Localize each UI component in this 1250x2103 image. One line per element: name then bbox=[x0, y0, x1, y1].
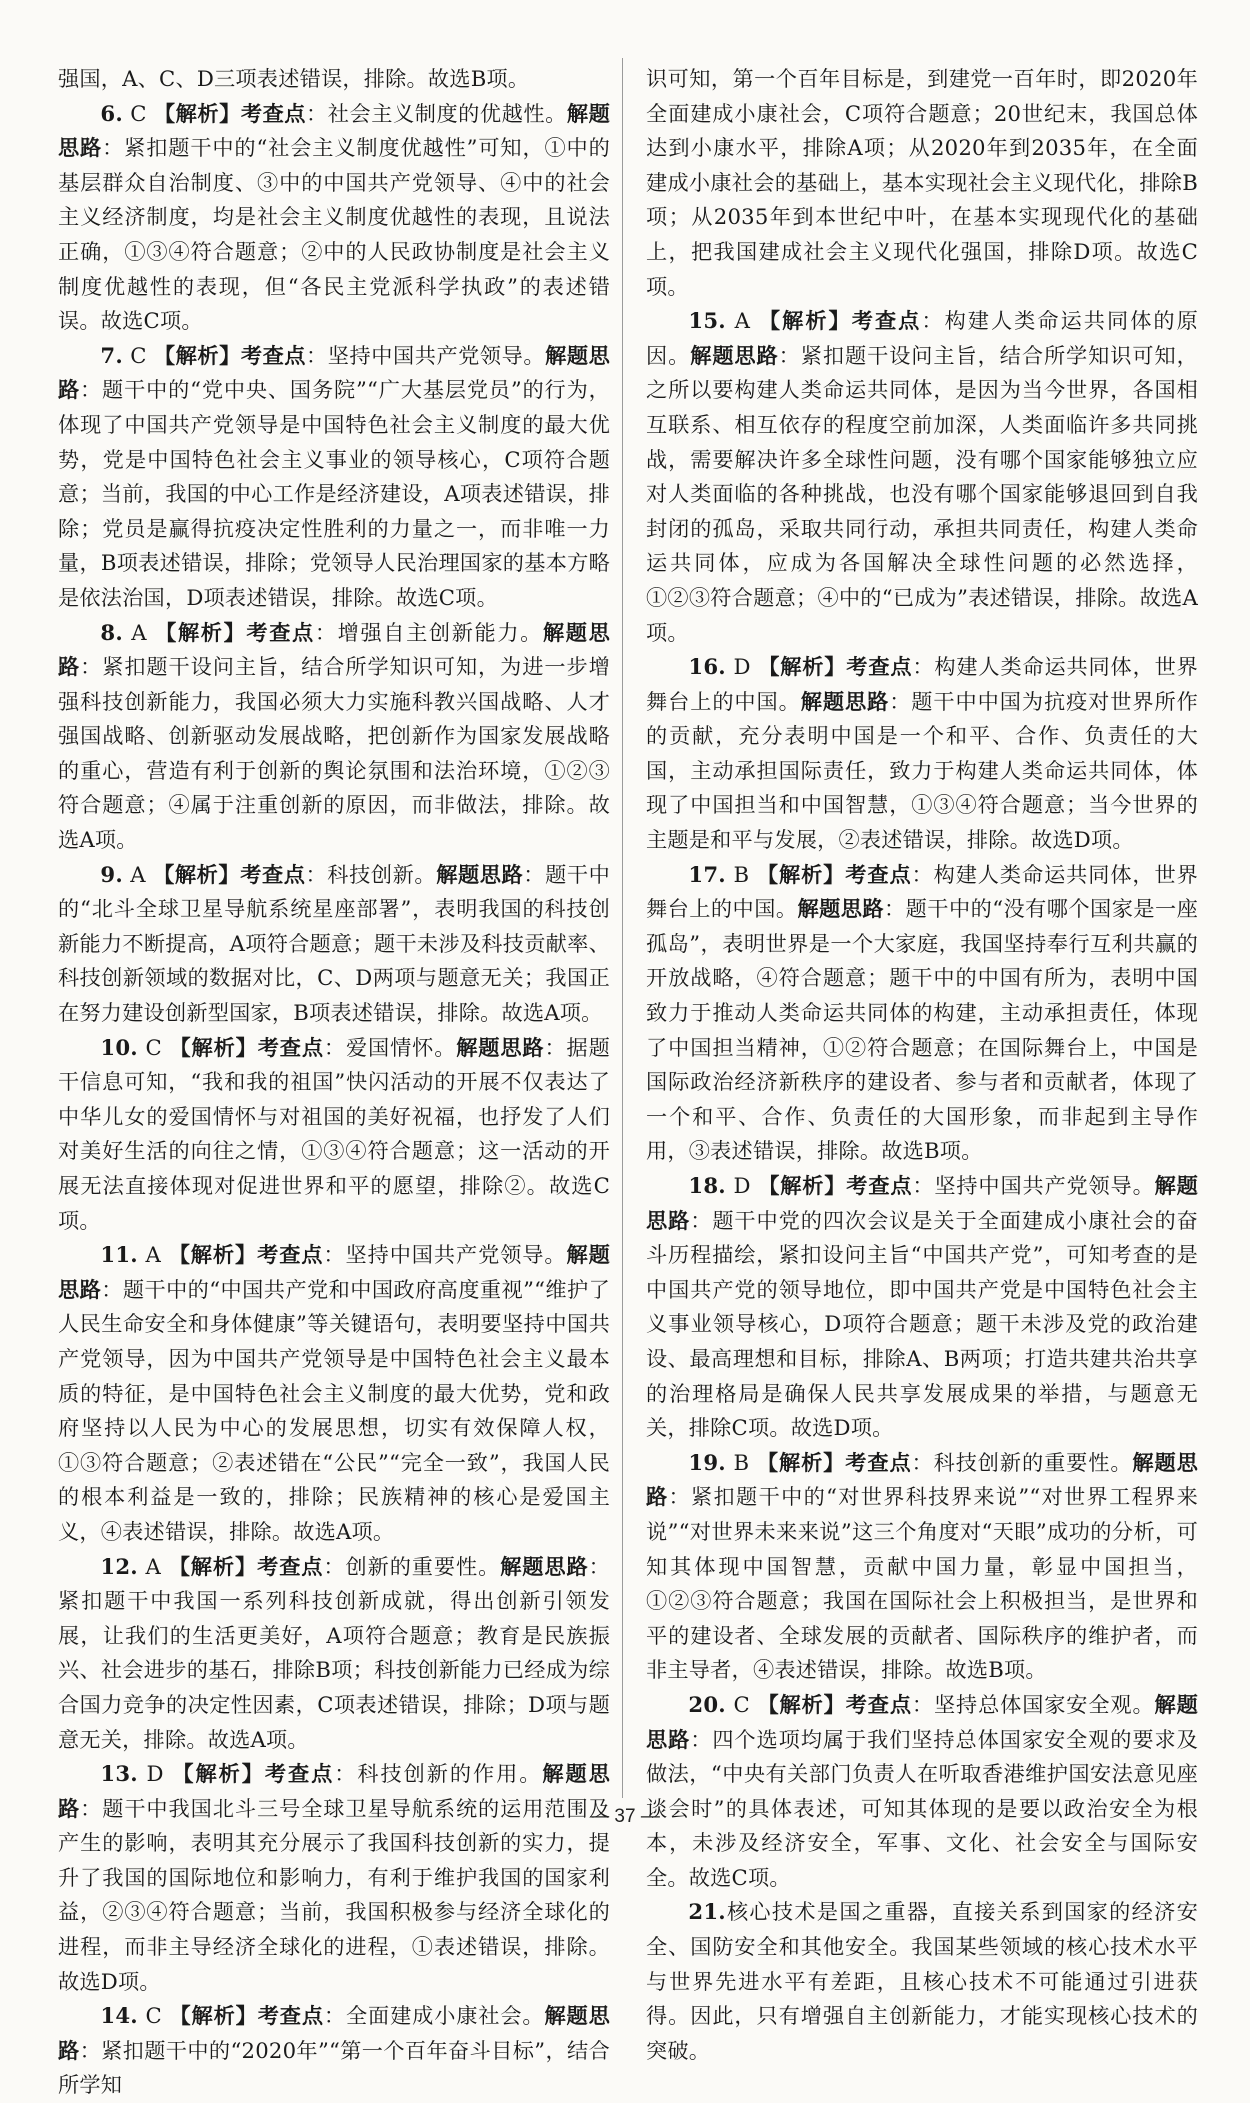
answer-letter: C bbox=[145, 2003, 162, 2029]
keyword-kaochadian: 考查点 bbox=[240, 342, 307, 368]
question-number: 20. bbox=[688, 1691, 726, 1717]
keyword-jieti-silu: 解题思路 bbox=[646, 1173, 1199, 1233]
question-number: 18. bbox=[688, 1173, 726, 1198]
answer-letter: D bbox=[146, 1761, 164, 1787]
answer-item-18 bbox=[646, 1169, 1198, 1446]
analysis-tag: 【解析】 bbox=[756, 861, 846, 887]
keyword-kaochadian: 考查点 bbox=[846, 1173, 913, 1198]
keyword-jieti-silu: 解题思路 bbox=[58, 2003, 610, 2063]
keyword-kaochadian: 考查点 bbox=[240, 861, 306, 887]
keyword-jieti-silu: 解题思路 bbox=[797, 896, 885, 922]
question-number: 14. bbox=[100, 2003, 138, 2029]
analysis-tag: 【解析】 bbox=[169, 1034, 258, 1060]
answer-letter: A bbox=[145, 1242, 162, 1268]
answer-letter: D bbox=[733, 654, 751, 680]
analysis-tag: 【解析】 bbox=[758, 1173, 847, 1198]
keyword-kaochadian: 考查点 bbox=[264, 1761, 335, 1787]
question-number: 21. bbox=[688, 1899, 726, 1925]
keyword-jieti-silu: 解题思路 bbox=[58, 100, 610, 161]
jieti-silu-text: ：紧扣题干中我国一系列科技创新成就，得出创新引领发展，让我们的生活更美好，A项符合题意；教育是民族振兴、社会进步的基石，排除B项；科技创新能力已经成为综合国力竞争的决定性因素，C项表述错误，排除；D项与题意无关，排除。故选A项。 bbox=[58, 1553, 610, 1752]
analysis-tag: 【解析】 bbox=[757, 1691, 846, 1717]
answer-item-9 bbox=[58, 858, 610, 1031]
kaochadian-text: ：创新的重要性。 bbox=[323, 1553, 501, 1579]
right-column bbox=[646, 62, 1198, 2068]
question-number: 8. bbox=[100, 619, 123, 645]
question-number: 19. bbox=[688, 1449, 726, 1475]
keyword-jieti-silu: 解题思路 bbox=[58, 1242, 611, 1302]
keyword-kaochadian: 考查点 bbox=[257, 2003, 324, 2029]
jieti-silu-text: ：紧扣题干设问主旨，结合所学知识可知，为进一步增强科技创新能力，我国必须大力实施科教兴国战略、人才强国战略、创新驱动发展战略，把创新作为国家发展战略的重心，营造有利于创新的舆论氛围和法治环境，①②③符合题意；④属于注重创新的原因，而非做法，排除。故选A项。 bbox=[58, 654, 610, 853]
keyword-kaochadian: 考查点 bbox=[845, 861, 912, 887]
answer-item-7 bbox=[58, 339, 610, 616]
left-intro: 强国，A、C、D三项表述错误，排除。故选B项。 bbox=[58, 66, 530, 91]
column-divider bbox=[622, 58, 623, 1798]
analysis-tag: 【解析】 bbox=[758, 308, 852, 334]
keyword-kaochadian: 考查点 bbox=[845, 1691, 912, 1717]
answer-letter: A bbox=[734, 308, 751, 334]
answer-item-21 bbox=[646, 1895, 1198, 2068]
answer-letter: C bbox=[733, 1691, 750, 1717]
kaochadian-text: ：全面建成小康社会。 bbox=[323, 2003, 545, 2029]
answer-item-12 bbox=[58, 1550, 610, 1758]
keyword-jieti-silu: 解题思路 bbox=[500, 1553, 589, 1579]
analysis-tag: 【解析】 bbox=[168, 1553, 258, 1579]
kaochadian-text: ：增强自主创新能力。 bbox=[314, 619, 543, 645]
kaochadian-text: ：爱国情怀。 bbox=[323, 1034, 457, 1060]
keyword-jieti-silu: 解题思路 bbox=[58, 342, 610, 403]
answer-item-17 bbox=[646, 858, 1198, 1169]
question-number: 10. bbox=[100, 1034, 138, 1060]
keyword-kaochadian: 考查点 bbox=[240, 100, 307, 126]
answer-letter: A bbox=[131, 619, 147, 645]
page-number: — 37 — bbox=[590, 1806, 660, 1827]
right-items bbox=[646, 304, 1198, 1895]
question-number: 6. bbox=[100, 100, 123, 126]
keyword-kaochadian: 考查点 bbox=[257, 1553, 324, 1579]
answer-letter: C bbox=[130, 342, 147, 368]
kaochadian-text: ：构建人类命运共同体，世界舞台上的中国。 bbox=[646, 861, 1198, 922]
answer-item-8 bbox=[58, 616, 610, 858]
jieti-silu-text: ：紧扣题干设问主旨，结合所学知识可知，之所以要构建人类命运共同体，是因为当今世界，各国相互联系、相互依存的程度空前加深，人类面临许多共同挑战，需要解决许多全球性问题，没有哪个国家能够独立应对人类面临的各种挑战，也没有哪个国家能够退回到自我封闭的孤岛，采取共同行动，承担共同责任，构建人类命运共同体，应成为各国解决全球性问题的必然选择，①②③符合题意；④中的“已成为”表述错误，排除。故选A项。 bbox=[646, 342, 1198, 645]
answer-item-13 bbox=[58, 1757, 610, 1999]
keyword-kaochadian: 考查点 bbox=[846, 654, 913, 680]
keyword-jieti-silu: 解题思路 bbox=[690, 342, 779, 368]
keyword-kaochadian: 考查点 bbox=[257, 1034, 324, 1060]
analysis-tag: 【解析】 bbox=[169, 2003, 258, 2029]
analysis-tag: 【解析】 bbox=[168, 1242, 258, 1268]
jieti-silu-text: ：题干中的“党中央、国务院”“广大基层党员”的行为，体现了中国共产党领导是中国特色社会主义制度的最大优势，党是中国特色社会主义事业的领导核心，C项符合题意；当前，我国的中心工作是经济建设，A项表述错误，排除；党员是赢得抗疫决定性胜利的力量之一，而非唯一力量，B项表述错误，排除；党领导人民治理国家的基本方略是依法治国，D项表述错误，排除。故选C项。 bbox=[58, 377, 610, 610]
jieti-silu-text: ：题干中我国北斗三号全球卫星导航系统的运用范围及产生的影响，表明其充分展示了我国科技创新的实力，提升了我国的国际地位和影响力，有利于维护我国的国家利益，②③④符合题意；当前，我国积极参与经济全球化的进程，而非主导经济全球化的进程，①表述错误，排除。故选D项。 bbox=[58, 1795, 610, 1994]
kaochadian-text: ：构建人类命运共同体，世界舞台上的中国。 bbox=[646, 654, 1198, 714]
jieti-silu-text: ：紧扣题干中的“社会主义制度优越性”可知，①中的基层群众自治制度、③中的中国共产党领导、④中的社会主义经济制度，均是社会主义制度优越性的表现，且说法正确，①③④符合题意；②中的人民政协制度是社会主义制度优越性的表现，但“各民主党派科学执政”的表述错误。故选C项。 bbox=[58, 135, 610, 334]
answer-letter: C bbox=[130, 100, 147, 126]
jieti-silu-text: ：题干中的“北斗全球卫星导航系统星座部署”，表明我国的科技创新能力不断提高，A项符合题意；题干未涉及科技贡献率、科技创新领域的数据对比，C、D两项与题意无关；我国正在努力建设创新型国家，B项表述错误，排除。故选A项。 bbox=[58, 861, 611, 1026]
answer-letter: C bbox=[145, 1034, 162, 1060]
kaochadian-text: ：坚持中国共产党领导。 bbox=[912, 1173, 1155, 1198]
kaochadian-text: ：坚持中国共产党领导。 bbox=[323, 1242, 567, 1268]
analysis-tag: 【解析】 bbox=[153, 342, 241, 368]
answer-letter: B bbox=[733, 1449, 750, 1475]
answer-item-10 bbox=[58, 1031, 610, 1239]
kaochadian-text: ：构建人类命运共同体的原因。 bbox=[646, 308, 1199, 368]
jieti-silu-text: ：题干中的“中国共产党和中国政府高度重视”“维护了人民生命安全和身体健康”等关键语句，表明要坚持中国共产党领导，因为中国共产党领导是中国特色社会主义最本质的特征，是中国特色社会主义制度的最大优势，党和政府坚持以人民为中心的发展思想，切实有效保障人权，①③符合题意；②表述错在“公民”“完全一致”，我国人民的根本利益是一致的，排除；民族精神的核心是爱国主义，④表述错误，排除。故选A项。 bbox=[58, 1276, 611, 1544]
question-number: 15. bbox=[688, 308, 726, 334]
left-items bbox=[58, 97, 610, 2103]
answer-letter: D bbox=[733, 1173, 751, 1198]
answer-item-20 bbox=[646, 1688, 1198, 1896]
analysis-tag: 【解析】 bbox=[155, 619, 247, 645]
keyword-kaochadian: 考查点 bbox=[246, 619, 315, 645]
keyword-jieti-silu: 解题思路 bbox=[646, 1691, 1198, 1752]
jieti-silu-text: ：题干中党的四次会议是关于全面建成小康社会的奋斗历程描绘，紧扣设问主旨“中国共产党”，可知考查的是中国共产党的领导地位，即中国共产党是中国特色社会主义事业领导核心，D项符合题意；题干未涉及党的政治建设、最高理想和目标，排除A、B两项；打造共建共治共享的治理格局是确保人民共享发展成果的举措，与题意无关，排除C项。故选D项。 bbox=[646, 1207, 1198, 1441]
analysis-tag: 【解析】 bbox=[756, 1449, 846, 1475]
analysis-tag: 【解析】 bbox=[758, 654, 847, 680]
jieti-silu-text: ：题干中中国为抗疫对世界所作的贡献，充分表明中国是一个和平、合作、负责任的大国，主动承担国际责任，致力于构建人类命运共同体，体现了中国担当和中国智慧，①③④符合题意；当今世界的主题是和平与发展，②表述错误，排除。故选D项。 bbox=[646, 688, 1198, 853]
keyword-jieti-silu: 解题思路 bbox=[436, 861, 524, 887]
answer-item-14 bbox=[58, 1999, 610, 2103]
question-number: 13. bbox=[100, 1761, 138, 1787]
analysis-tag: 【解析】 bbox=[172, 1761, 265, 1787]
answer-item-19 bbox=[646, 1446, 1198, 1688]
left-column bbox=[58, 62, 610, 2103]
answer-item-16 bbox=[646, 650, 1198, 858]
answer-letter: B bbox=[733, 861, 750, 887]
answer-text: 核心技术是国之重器，直接关系到国家的经济安全、国防安全和其他安全。我国某些领域的核心技术水平与世界先进水平有差距，且核心技术不可能通过引进获得。因此，只有增强自主创新能力，才能实现核心技术的突破。 bbox=[646, 1899, 1198, 2063]
answer-item-11 bbox=[58, 1238, 610, 1549]
question-number: 12. bbox=[100, 1553, 138, 1579]
question-number: 7. bbox=[100, 342, 123, 368]
keyword-kaochadian: 考查点 bbox=[257, 1242, 324, 1268]
jieti-silu-text: ：紧扣题干中的“2020年”“第一个百年奋斗目标”，结合所学知 bbox=[58, 2037, 610, 2098]
answer-item-15 bbox=[646, 304, 1198, 650]
kaochadian-text: ：坚持中国共产党领导。 bbox=[306, 342, 546, 368]
jieti-silu-text: ：据题干信息可知，“我和我的祖国”快闪活动的开展不仅表达了中华儿女的爱国情怀与对祖国的美好祝福，也抒发了人们对美好生活的向往之情，①③④符合题意；这一活动的开展无法直接体现对促进世界和平的愿望，排除②。故选C项。 bbox=[58, 1034, 610, 1233]
jieti-silu-text: ：紧扣题干中的“对世界科技界来说”“对世界工程界来说”“对世界未来来说”这三个角度对“天眼”成功的分析，可知其体现中国智慧，贡献中国力量，彰显中国担当，①②③符合题意；我国在国际社会上积极担当，是世界和平的建设者、全球发展的贡献者、国际秩序的维护者，而非主导者，④表述错误，排除。故选B项。 bbox=[646, 1484, 1198, 1683]
right-intro: 识可知，第一个百年目标是，到建党一百年时，即2020年全面建成小康社会，C项符合题意；20世纪末，我国总体达到小康水平，排除A项；从2020年到2035年，在全面建成小康社会的基础上，基本实现社会主义现代化，排除B项；从2035年到本世纪中叶，在基本实现现代化的基础上，把我国建成社会主义现代化强国，排除D项。故选C项。 bbox=[646, 66, 1198, 299]
keyword-jieti-silu: 解题思路 bbox=[58, 1761, 610, 1821]
kaochadian-text: ：科技创新。 bbox=[305, 861, 437, 887]
answer-item-6 bbox=[58, 97, 610, 339]
kaochadian-text: ：科技创新的作用。 bbox=[334, 1761, 543, 1787]
kaochadian-text: ：社会主义制度的优越性。 bbox=[306, 100, 567, 126]
analysis-tag: 【解析】 bbox=[153, 861, 241, 887]
keyword-jieti-silu: 解题思路 bbox=[456, 1034, 545, 1060]
question-number: 9. bbox=[100, 861, 123, 887]
analysis-tag: 【解析】 bbox=[153, 100, 241, 126]
keyword-kaochadian: 考查点 bbox=[845, 1449, 912, 1475]
question-number: 11. bbox=[100, 1242, 138, 1268]
jieti-silu-text: ：题干中的“没有哪个国家是一座孤岛”，表明世界是一个大家庭，我国坚持奉行互利共赢的开放战略，④符合题意；题干中的中国有所为，表明中国致力于推动人类命运共同体的构建，主动承担责任，体现了中国担当精神，①②符合题意；在国际舞台上，中国是国际政治经济新秩序的建设者、参与者和贡献者，体现了一个和平、合作、负责任的大国形象，而非起到主导作用，③表述错误，排除。故选B项。 bbox=[646, 896, 1198, 1164]
jieti-silu-text: ：四个选项均属于我们坚持总体国家安全观的要求及做法，“中央有关部门负责人在听取香港维护国安法意见座谈会时”的具体表述，可知其体现的是要以政治安全为根本，未涉及经济安全，军事、文化、社会安全与国际安全。故选C项。 bbox=[646, 1726, 1198, 1890]
question-number: 16. bbox=[688, 654, 726, 680]
answer-letter: A bbox=[145, 1553, 162, 1579]
answer-letter: A bbox=[130, 861, 146, 887]
question-number: 17. bbox=[688, 861, 726, 887]
keyword-jieti-silu: 解题思路 bbox=[58, 619, 610, 680]
keyword-jieti-silu: 解题思路 bbox=[646, 1449, 1198, 1510]
keyword-jieti-silu: 解题思路 bbox=[800, 688, 890, 714]
keyword-kaochadian: 考查点 bbox=[851, 308, 922, 334]
kaochadian-text: ：科技创新的重要性。 bbox=[911, 1449, 1133, 1475]
kaochadian-text: ：坚持总体国家安全观。 bbox=[911, 1691, 1155, 1717]
